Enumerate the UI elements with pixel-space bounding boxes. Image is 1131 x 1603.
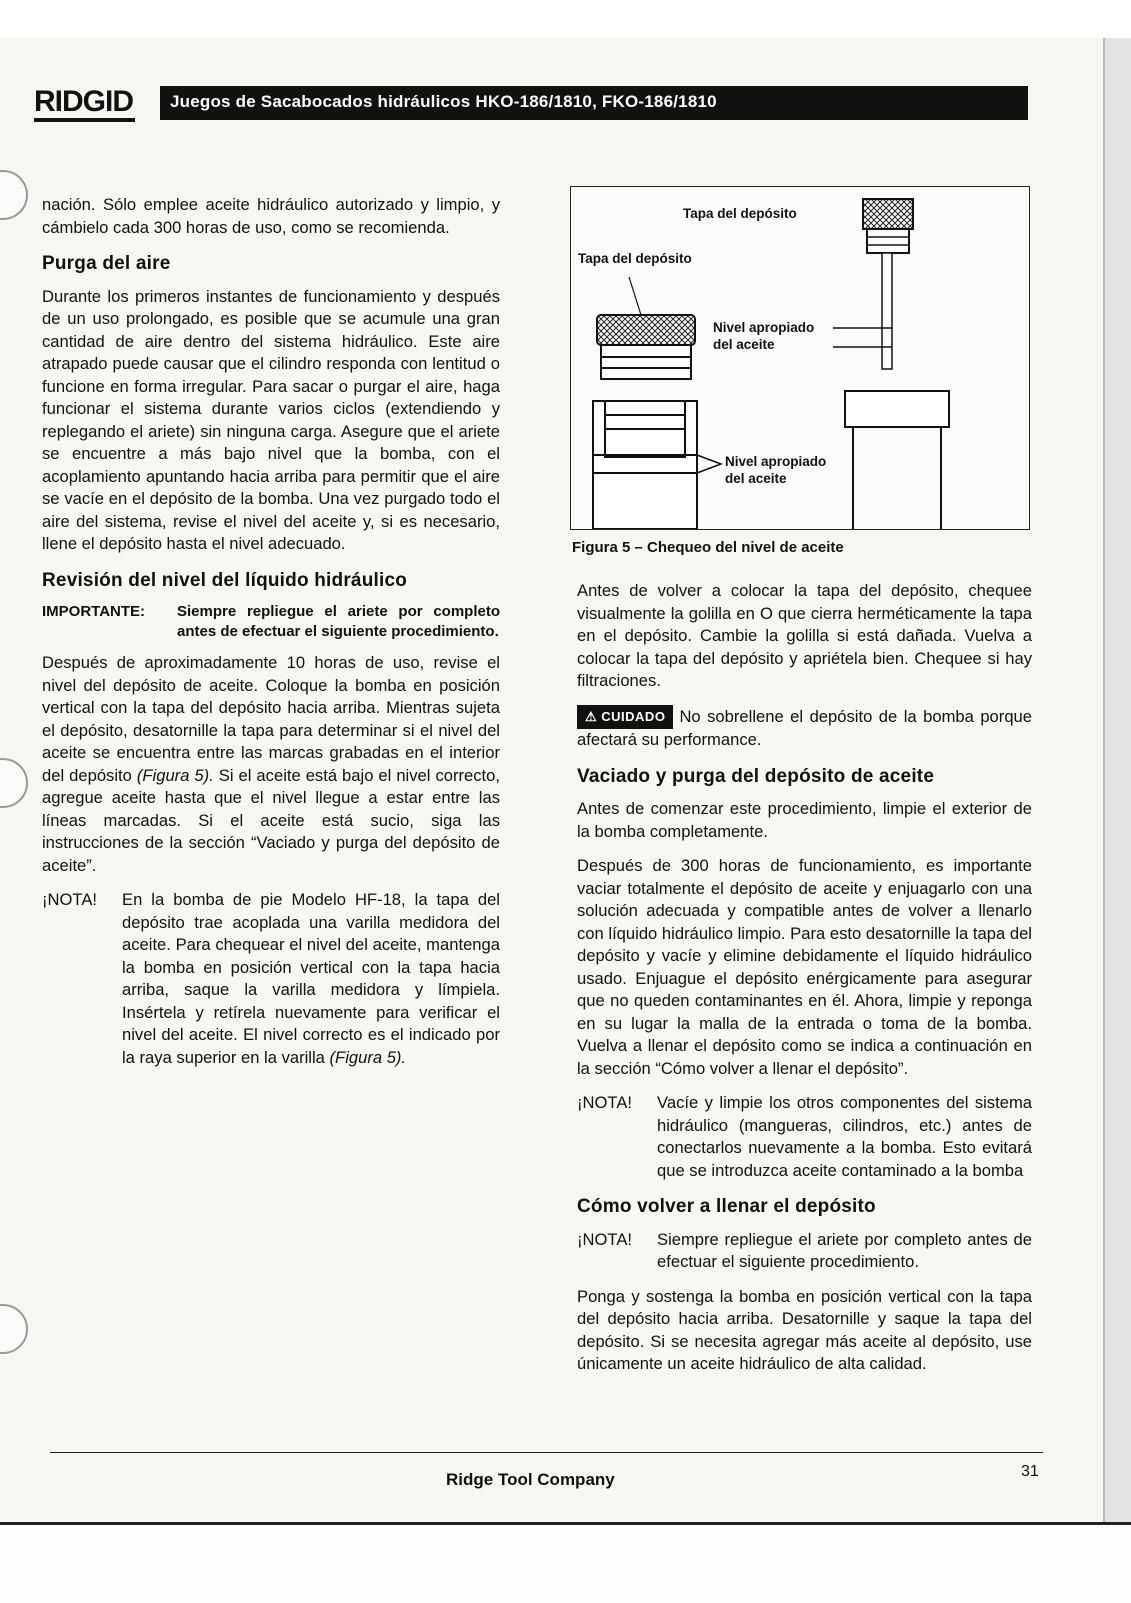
- important-note: [42, 602, 500, 642]
- label-level-1a: Nivel apropiado: [713, 320, 815, 335]
- label-cap-left: Tapa del depósito: [578, 251, 692, 266]
- golilla-paragraph: Antes de volver a colocar la tapa del depósito, chequee visualmente la golilla en O que cierra herméticamente la tapa en el depósito. Cambie la golilla si está dañada. Vuelva a colocar la tapa del depósito y apriétela bien. Chequee si hay filtraciones.: [577, 581, 1032, 690]
- revision-text-b: Si el aceite está bajo el nivel correcto, agregue aceite hasta que el nivel llegue a estar entre las líneas marcadas. Si el aceite está sucio, siga las instrucciones de la sección “Vaciado y purga del depósito de aceite”.: [42, 765, 500, 875]
- paper-bottom-margin: [0, 1522, 1131, 1603]
- vaciado-paragraph-1: Antes de comenzar este procedimiento, limpie el exterior de la bomba completamente.: [577, 799, 1032, 841]
- dipstick-cap-thread: [867, 229, 909, 253]
- page-right-edge: [1103, 38, 1131, 1522]
- label-level-dipstick: [713, 319, 814, 353]
- figure-reference: (Figura 5).: [136, 765, 214, 785]
- caution-text: No sobrellene el depósito de la bomba porque afectará su performance.: [577, 706, 1032, 749]
- llenar-paragraph: Ponga y sostenga la bomba en posición vertical con la tapa del depósito hacia arriba. Desatornille y saque la tapa del depósito. Si se necesita agregar más aceite al depósito, use únicamente un aceite hidráulico de alta calidad.: [577, 1286, 1032, 1373]
- nota-body: En la bomba de pie Modelo HF-18, la tapa del depósito trae acoplada una varilla medidora del aceite. Para chequear el nivel del aceite, mantenga la bomba en posición vertical con la tapa hacia arriba, saque la varilla medidora y límpiela. Insértela y retírela nuevamente para verificar el nivel del aceite. El nivel correcto es el indicado por la raya superior en la varilla: [122, 890, 500, 1067]
- header-title: Juegos de Sacabocados hidráulicos HKO-186/1810, FKO-186/1810: [170, 92, 717, 111]
- revision-text-a: Después de aproximadamente 10 horas de uso, revise el nivel del depósito de aceite. Coloque la bomba en posición vertical con la tapa del depósito hacia arriba. Mientras sujeta el depósito, desatornille la tapa para determinar si el nivel del aceite se encuentra entre las marcas grabadas en el interior del depósito: [42, 653, 500, 785]
- nota-hf18: [42, 889, 500, 1069]
- nota-text: Siempre repliegue el ariete por completo antes de efectuar el siguiente procedimiento.: [657, 1229, 1032, 1271]
- dipstick-rod: [882, 253, 892, 369]
- left-column: [42, 194, 500, 1081]
- nota-components: [577, 1092, 1032, 1182]
- figure-caption: Figura 5 – Chequeo del nivel de aceite: [572, 539, 844, 556]
- reservoir-level-pointer: [697, 455, 721, 473]
- purga-paragraph: Durante los primeros instantes de funcionamiento y después de un uso prolongado, es posible que se acumule una gran cantidad de aire dentro del sistema hidráulico. Este aire atrapado puede causar que el cilindro responda con lentitud o funcione en forma irregular. Para sacar o purgar el aire, haga funcionar el sistema durante varios ciclos (extendiendo y replegando el ariete) sin ninguna carga. Asegure que el ariete se encuentre a más bajo nivel que la bomba, con el acoplamiento apuntando hacia arriba para permitir que el aire se vacíe en el depósito de la bomba. Una vez purgado todo el aire del sistema, revise el nivel del aceite y, si es necesario, llene el depósito hasta el nivel adecuado.: [42, 286, 500, 553]
- nota-text: Vacíe y limpie los otros componentes del sistema hidráulico (mangueras, cilindros, etc.) antes de conectarlos nuevamente a la bomba. Esto evitará que se introduzca aceite contaminado a la bomba: [657, 1093, 1032, 1180]
- nota-label: ¡NOTA!: [577, 1093, 632, 1112]
- dipstick-cap-knurl: [863, 199, 913, 229]
- nota-label: ¡NOTA!: [42, 890, 97, 909]
- important-label: IMPORTANTE:: [42, 603, 146, 620]
- pump-reservoir-top: [845, 391, 949, 427]
- reservoir-cap-knurl: [597, 315, 695, 345]
- ridgid-logo: RIDGID: [34, 86, 135, 122]
- section-title-revision: Revisión del nivel del líquido hidráulico: [42, 569, 408, 591]
- label-level-1b: del aceite: [713, 337, 775, 352]
- label-level-reservoir: [725, 453, 826, 487]
- cap-label-leader: [629, 277, 641, 315]
- section-title-vaciado: Vaciado y purga del depósito de aceite: [577, 765, 935, 787]
- footer-company: Ridge Tool Company: [446, 1470, 615, 1489]
- figure-reference: (Figura 5).: [329, 1047, 407, 1067]
- right-column: [577, 580, 1032, 1388]
- revision-paragraph: [42, 652, 500, 877]
- label-level-2b: del aceite: [725, 471, 787, 486]
- paper-top-margin: [0, 0, 1131, 38]
- section-title-llenar: Cómo volver a llenar el depósito: [577, 1196, 876, 1217]
- binder-hole: [0, 170, 28, 220]
- header-title-bar: [160, 86, 1028, 120]
- caution-badge: ⚠ CUIDADO: [577, 705, 673, 730]
- important-text: Siempre repliegue el ariete por completo antes de efectuar el siguiente procedimiento.: [177, 603, 500, 640]
- caution-paragraph: [577, 705, 1032, 752]
- nota-text: [122, 889, 500, 1069]
- binder-hole: [0, 758, 28, 808]
- label-level-2a: Nivel apropiado: [725, 454, 827, 469]
- nota-repliegue: [577, 1229, 1032, 1274]
- page-header: [34, 86, 1028, 124]
- nota-label: ¡NOTA!: [577, 1229, 632, 1249]
- page-number: 31: [1021, 1463, 1039, 1480]
- footer-rule: [50, 1452, 1043, 1453]
- label-cap-top: Tapa del depósito: [683, 206, 797, 221]
- intro-paragraph: nación. Sólo emplee aceite hidráulico autorizado y limpio, y cámbielo cada 300 horas de uso, como se recomienda.: [42, 195, 500, 237]
- figure-5-oil-level: [570, 186, 1030, 530]
- section-title-purga: Purga del aire: [42, 253, 171, 274]
- vaciado-paragraph-2: Después de 300 horas de funcionamiento, es importante vaciar totalmente el depósito de aceite y enjuagarlo con una solución adecuada y compatible antes de volver a llenarlo con líquido hidráulico limpio. Para esto desatornille la tapa del depósito y vacíe y elimine debidamente el líquido hidráulico usado. Enjuague el depósito enérgicamente para asegurar que no queden contaminantes en él. Ahora, limpie y reponga en su lugar la malla de la entrada o toma de la bomba. Vuelva a llenar el depósito como se indica a continuación en la sección “Cómo volver a llenar el depósito”.: [577, 856, 1032, 1078]
- reservoir-cap-thread: [601, 345, 691, 379]
- binder-hole: [0, 1304, 28, 1354]
